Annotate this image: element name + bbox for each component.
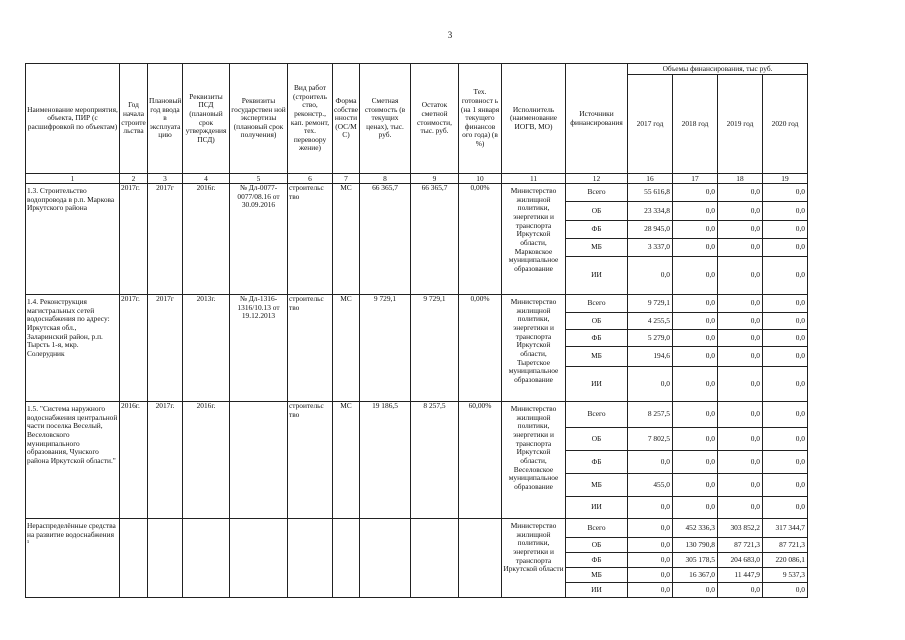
row-psd: 2016г. <box>183 184 230 295</box>
funding-value-2017: 0,0 <box>628 257 673 295</box>
column-number: 7 <box>333 174 360 184</box>
row-work-type: строительс тво <box>288 184 333 295</box>
funding-source: ОБ <box>566 202 628 221</box>
funding-value-2019: 0,0 <box>718 330 763 347</box>
row-psd <box>183 519 230 598</box>
funding-value-2017: 455,0 <box>628 474 673 497</box>
funding-value-2017: 0,0 <box>628 497 673 519</box>
funding-value-2018: 0,0 <box>673 202 718 221</box>
funding-value-2018: 0,0 <box>673 221 718 239</box>
funding-value-2020: 9 537,3 <box>763 568 808 583</box>
header-work-type: Вид работ (строитель ство, реконстр., кап. ремонт, тех. перевоору жение) <box>288 64 333 174</box>
row-work-type <box>288 519 333 598</box>
row-name: 1.5. "Система наружного водоснабжения центральной части поселка Веселый, Веселовского муниципального образования, Чунского района Иркутской области." <box>26 402 120 519</box>
row-psd: 2013г. <box>183 295 230 402</box>
funding-value-2020: 0,0 <box>763 583 808 598</box>
funding-value-2019: 0,0 <box>718 202 763 221</box>
row-readiness: 0,00% <box>459 295 502 402</box>
row-readiness <box>459 519 502 598</box>
table-row <box>26 184 808 202</box>
funding-value-2020: 220 086,1 <box>763 553 808 568</box>
funding-value-2019: 0,0 <box>718 257 763 295</box>
row-expertise <box>230 402 288 519</box>
funding-value-2019: 0,0 <box>718 474 763 497</box>
funding-value-2018: 452 336,3 <box>673 519 718 538</box>
row-remaining: 9 729,1 <box>411 295 459 402</box>
column-number: 5 <box>230 174 288 184</box>
funding-source: ФБ <box>566 221 628 239</box>
row-estimate: 19 186,5 <box>360 402 411 519</box>
funding-value-2020: 0,0 <box>763 402 808 428</box>
funding-value-2018: 0,0 <box>673 257 718 295</box>
row-work-type: строительс тво <box>288 402 333 519</box>
funding-value-2020: 0,0 <box>763 257 808 295</box>
funding-source: МБ <box>566 474 628 497</box>
column-number: 19 <box>763 174 808 184</box>
funding-value-2019: 303 852,2 <box>718 519 763 538</box>
column-number: 10 <box>459 174 502 184</box>
funding-value-2017: 0,0 <box>628 519 673 538</box>
header-remaining: Остаток сметной стоимости, тыс. руб. <box>411 64 459 174</box>
funding-value-2017: 0,0 <box>628 553 673 568</box>
row-name: 1.4. Реконструкция магистральных сетей водоснабжения по адресу: Иркутская обл., Заларинский район, р.п. Тырсть 1-я, мкр. Солерудник <box>26 295 120 402</box>
header-executor: Исполнитель (наименование ИОГВ, МО) <box>502 64 566 174</box>
row-expertise: № Дл-1316-1316/10.13 от 19.12.2013 <box>230 295 288 402</box>
funding-value-2019: 11 447,9 <box>718 568 763 583</box>
funding-value-2020: 0,0 <box>763 313 808 330</box>
funding-value-2019: 0,0 <box>718 184 763 202</box>
funding-source: ОБ <box>566 538 628 553</box>
row-plan-year: 2017г <box>148 184 183 295</box>
funding-value-2017: 0,0 <box>628 568 673 583</box>
funding-source: ИИ <box>566 257 628 295</box>
funding-value-2019: 0,0 <box>718 583 763 598</box>
funding-source: ОБ <box>566 313 628 330</box>
funding-value-2020: 87 721,3 <box>763 538 808 553</box>
funding-value-2018: 0,0 <box>673 313 718 330</box>
row-ownership: МС <box>333 295 360 402</box>
funding-value-2018: 0,0 <box>673 367 718 402</box>
row-remaining: 66 365,7 <box>411 184 459 295</box>
row-remaining: 8 257,5 <box>411 402 459 519</box>
funding-value-2017: 8 257,5 <box>628 402 673 428</box>
row-ownership: МС <box>333 402 360 519</box>
column-number-row <box>26 174 808 184</box>
header-year-2018: 2018 год <box>673 75 718 174</box>
funding-source: ОБ <box>566 428 628 451</box>
header-year-2019: 2019 год <box>718 75 763 174</box>
row-plan-year: 2017г. <box>148 402 183 519</box>
funding-value-2017: 7 802,5 <box>628 428 673 451</box>
table-row <box>26 402 808 428</box>
row-expertise: № Дл-0077-0077/08.16 от 30.09.2016 <box>230 184 288 295</box>
funding-source: ФБ <box>566 451 628 474</box>
row-estimate <box>360 519 411 598</box>
header-psd: Реквизиты ПСД (плановый срок утверждения ПСД) <box>183 64 230 174</box>
funding-value-2020: 0,0 <box>763 330 808 347</box>
row-year-start: 2017г. <box>120 184 148 295</box>
funding-value-2017: 9 729,1 <box>628 295 673 313</box>
funding-value-2019: 0,0 <box>718 347 763 367</box>
funding-value-2020: 0,0 <box>763 474 808 497</box>
funding-source: Всего <box>566 295 628 313</box>
funding-source: МБ <box>566 239 628 257</box>
column-number: 12 <box>566 174 628 184</box>
funding-value-2019: 0,0 <box>718 497 763 519</box>
financing-table <box>25 63 808 598</box>
funding-source: МБ <box>566 568 628 583</box>
row-readiness: 60,00% <box>459 402 502 519</box>
funding-source: Всего <box>566 184 628 202</box>
funding-value-2017: 0,0 <box>628 538 673 553</box>
funding-source: ИИ <box>566 583 628 598</box>
funding-source: МБ <box>566 347 628 367</box>
header-sources: Источники финансирования <box>566 64 628 174</box>
funding-value-2018: 0,0 <box>673 330 718 347</box>
row-work-type: строительс тво <box>288 295 333 402</box>
funding-value-2018: 0,0 <box>673 347 718 367</box>
funding-value-2019: 0,0 <box>718 313 763 330</box>
row-readiness: 0,00% <box>459 184 502 295</box>
column-number: 6 <box>288 174 333 184</box>
funding-value-2019: 0,0 <box>718 367 763 402</box>
header-estimate: Сметная стоимость (в текущих ценах), тыс. руб. <box>360 64 411 174</box>
funding-value-2018: 305 178,5 <box>673 553 718 568</box>
row-ownership <box>333 519 360 598</box>
funding-source: ИИ <box>566 497 628 519</box>
column-number: 1 <box>26 174 120 184</box>
row-remaining <box>411 519 459 598</box>
funding-value-2018: 0,0 <box>673 583 718 598</box>
funding-source: ФБ <box>566 553 628 568</box>
row-plan-year: 2017г <box>148 295 183 402</box>
row-executor: Министерство жилищной политики, энергетики и транспорта Иркутской области, Веселовское муниципальное образование <box>502 402 566 519</box>
funding-value-2018: 0,0 <box>673 184 718 202</box>
funding-value-2019: 87 721,3 <box>718 538 763 553</box>
header-ownership: Форма собстве нности (ОС/М С) <box>333 64 360 174</box>
column-number: 3 <box>148 174 183 184</box>
row-year-start: 2017г. <box>120 295 148 402</box>
funding-value-2017: 0,0 <box>628 451 673 474</box>
row-expertise <box>230 519 288 598</box>
row-year-start: 2016г. <box>120 402 148 519</box>
column-number: 4 <box>183 174 230 184</box>
funding-value-2020: 0,0 <box>763 497 808 519</box>
table-row <box>26 295 808 313</box>
row-executor: Министерство жилищной политики, энергетики и транспорта Иркутской области <box>502 519 566 598</box>
funding-value-2020: 0,0 <box>763 295 808 313</box>
row-estimate: 9 729,1 <box>360 295 411 402</box>
funding-value-2017: 0,0 <box>628 367 673 402</box>
funding-value-2019: 0,0 <box>718 221 763 239</box>
row-executor: Министерство жилищной политики, энергетики и транспорта Иркутской области, Тыретское муниципальное образование <box>502 295 566 402</box>
funding-value-2020: 0,0 <box>763 347 808 367</box>
funding-value-2019: 0,0 <box>718 295 763 313</box>
funding-value-2017: 5 279,0 <box>628 330 673 347</box>
header-readiness: Тех. готовност ь (на 1 января текущего финансов ого года) (в %) <box>459 64 502 174</box>
page-number: 3 <box>447 30 453 40</box>
column-number: 11 <box>502 174 566 184</box>
funding-value-2017: 23 334,8 <box>628 202 673 221</box>
header-expertise: Реквизиты государствен ной экспертизы (плановый срок получения) <box>230 64 288 174</box>
funding-value-2019: 0,0 <box>718 402 763 428</box>
funding-value-2018: 0,0 <box>673 428 718 451</box>
header-year-2017: 2017 год <box>628 75 673 174</box>
funding-value-2017: 3 337,0 <box>628 239 673 257</box>
header-year-2020: 2020 год <box>763 75 808 174</box>
funding-value-2018: 0,0 <box>673 402 718 428</box>
funding-value-2020: 0,0 <box>763 184 808 202</box>
funding-value-2020: 317 344,7 <box>763 519 808 538</box>
row-ownership: МС <box>333 184 360 295</box>
funding-value-2018: 0,0 <box>673 474 718 497</box>
row-year-start <box>120 519 148 598</box>
column-number: 18 <box>718 174 763 184</box>
funding-value-2020: 0,0 <box>763 239 808 257</box>
row-name: 1.3. Строительство водопровода в р.п. Маркова Иркутского района <box>26 184 120 295</box>
funding-value-2020: 0,0 <box>763 221 808 239</box>
funding-source: ФБ <box>566 330 628 347</box>
funding-value-2019: 204 683,0 <box>718 553 763 568</box>
funding-value-2017: 4 255,5 <box>628 313 673 330</box>
row-psd: 2016г. <box>183 402 230 519</box>
funding-value-2017: 55 616,8 <box>628 184 673 202</box>
funding-value-2019: 0,0 <box>718 451 763 474</box>
row-plan-year <box>148 519 183 598</box>
funding-value-2017: 28 945,0 <box>628 221 673 239</box>
table-row <box>26 519 808 538</box>
header-year-start: Год начала строите льства <box>120 64 148 174</box>
column-number: 16 <box>628 174 673 184</box>
funding-value-2017: 0,0 <box>628 583 673 598</box>
funding-value-2020: 0,0 <box>763 451 808 474</box>
funding-value-2019: 0,0 <box>718 428 763 451</box>
funding-value-2018: 16 367,0 <box>673 568 718 583</box>
funding-value-2017: 194,6 <box>628 347 673 367</box>
funding-source: Всего <box>566 402 628 428</box>
funding-value-2018: 0,0 <box>673 295 718 313</box>
funding-value-2018: 130 790,8 <box>673 538 718 553</box>
column-number: 17 <box>673 174 718 184</box>
funding-value-2018: 0,0 <box>673 497 718 519</box>
funding-value-2020: 0,0 <box>763 202 808 221</box>
funding-source: Всего <box>566 519 628 538</box>
funding-value-2019: 0,0 <box>718 239 763 257</box>
column-number: 9 <box>411 174 459 184</box>
header-plan-year: Плановый год ввода в эксплуата цию <box>148 64 183 174</box>
header-volumes: Объемы финансирования, тыс руб. <box>628 64 808 75</box>
funding-value-2020: 0,0 <box>763 428 808 451</box>
row-estimate: 66 365,7 <box>360 184 411 295</box>
funding-value-2020: 0,0 <box>763 367 808 402</box>
header-name: Наименование мероприятия, объекта, ПИР (с расшифровкой по объектам) <box>26 64 120 174</box>
funding-value-2018: 0,0 <box>673 239 718 257</box>
column-number: 2 <box>120 174 148 184</box>
column-number: 8 <box>360 174 411 184</box>
row-name: Нераспределённые средства на развитие водоснабжения ¹ <box>26 519 120 598</box>
funding-value-2018: 0,0 <box>673 451 718 474</box>
row-executor: Министерство жилищной политики, энергетики и транспорта Иркутской области, Марковское муниципальное образование <box>502 184 566 295</box>
funding-source: ИИ <box>566 367 628 402</box>
